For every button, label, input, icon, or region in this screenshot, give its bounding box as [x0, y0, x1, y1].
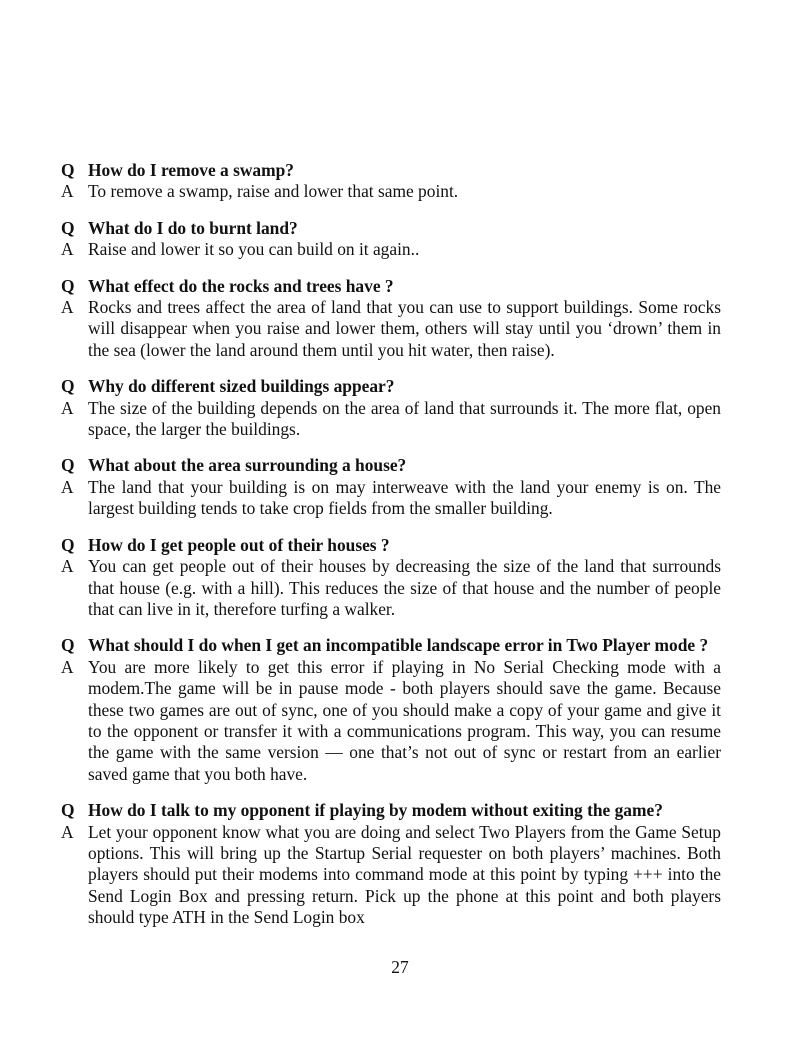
question-text: What effect do the rocks and trees have ?: [88, 275, 394, 296]
question-row: [61, 635, 721, 656]
answer-text: The size of the building depends on the area of land that surrounds it. The more flat, open space, the larger the buildings.: [88, 397, 721, 440]
faq-item: [61, 800, 721, 928]
answer-text: You can get people out of their houses by decreasing the size of the land that surrounds that house (e.g. with a hill). This reduces the size of that house and the number of people that can live in it, therefore turfing a walker.: [88, 556, 721, 619]
question-row: [61, 376, 721, 397]
question-text: What do I do to burnt land?: [88, 217, 298, 238]
question-marker: Q: [61, 534, 75, 555]
answer-row: [61, 398, 721, 441]
question-marker: Q: [61, 160, 75, 180]
answer-row: [61, 657, 721, 785]
question-marker: Q: [61, 275, 75, 296]
answer-marker: A: [61, 239, 74, 260]
answer-text: The land that your building is on may interweave with the land your enemy is on. The largest building tends to take crop fields from the smaller building.: [88, 476, 721, 519]
question-row: [61, 276, 721, 297]
faq-item: [61, 376, 721, 440]
faq-item: [61, 535, 721, 621]
answer-row: [61, 181, 721, 202]
answer-text: Let your opponent know what you are doing and select Two Players from the Game Setup options. This will bring up the Startup Serial requester on both players’ machines. Both players should put their modems into command mode at this point by typing +++ into the Send Login Box and pressing return. Pick up the phone at this point and both players should type ATH in the Send Login box: [88, 821, 721, 928]
page-number: 27: [391, 957, 409, 977]
question-row: [61, 800, 721, 821]
answer-text: You are more likely to get this error if playing in No Serial Checking mode with a modem.The game will be in pause mode - both players should save the game. Because these two games are out of sync, one of you should make a copy of your game and give it to the opponent or transfer it with a communications program. This way, you can resume the game with the same version — one that’s not out of sync or restart from an earlier saved game that you both have.: [88, 656, 721, 784]
answer-marker: A: [61, 297, 74, 318]
answer-row: [61, 477, 721, 520]
question-text: What about the area surrounding a house?: [88, 455, 407, 476]
answer-text: Rocks and trees affect the area of land that you can use to support buildings. Some rocks will disappear when you raise and lower them, others will stay until you ‘drown’ them in the sea (lower the land around them until you hit water, then raise).: [88, 297, 721, 360]
answer-marker: A: [61, 397, 74, 418]
question-text: How do I get people out of their houses ?: [88, 534, 390, 555]
answer-marker: A: [61, 821, 74, 842]
question-marker: Q: [61, 455, 75, 476]
answer-marker: A: [61, 656, 74, 677]
answer-row: [61, 297, 721, 361]
faq-item: [61, 635, 721, 785]
question-marker: Q: [61, 217, 75, 238]
question-row: [61, 535, 721, 556]
question-row: [61, 455, 721, 476]
question-row: [61, 218, 721, 239]
faq-item: [61, 455, 721, 519]
faq-item: [61, 276, 721, 362]
faq-list: [61, 160, 721, 944]
answer-text: Raise and lower it so you can build on it again..: [88, 239, 420, 260]
question-marker: Q: [61, 376, 75, 397]
faq-item: [61, 160, 721, 203]
faq-item: [61, 218, 721, 261]
question-text: What should I do when I get an incompatible landscape error in Two Player mode ?: [88, 635, 709, 656]
question-text: How do I talk to my opponent if playing by modem without exiting the game?: [88, 800, 663, 821]
answer-row: [61, 239, 721, 260]
question-row: [61, 160, 721, 181]
question-text: Why do different sized buildings appear?: [88, 376, 395, 397]
answer-marker: A: [61, 181, 74, 202]
answer-row: [61, 822, 721, 929]
answer-marker: A: [61, 556, 74, 577]
question-text: How do I remove a swamp?: [88, 160, 294, 180]
question-marker: Q: [61, 635, 75, 656]
answer-row: [61, 556, 721, 620]
answer-text: To remove a swamp, raise and lower that same point.: [88, 181, 459, 202]
question-marker: Q: [61, 800, 75, 821]
answer-marker: A: [61, 476, 74, 497]
